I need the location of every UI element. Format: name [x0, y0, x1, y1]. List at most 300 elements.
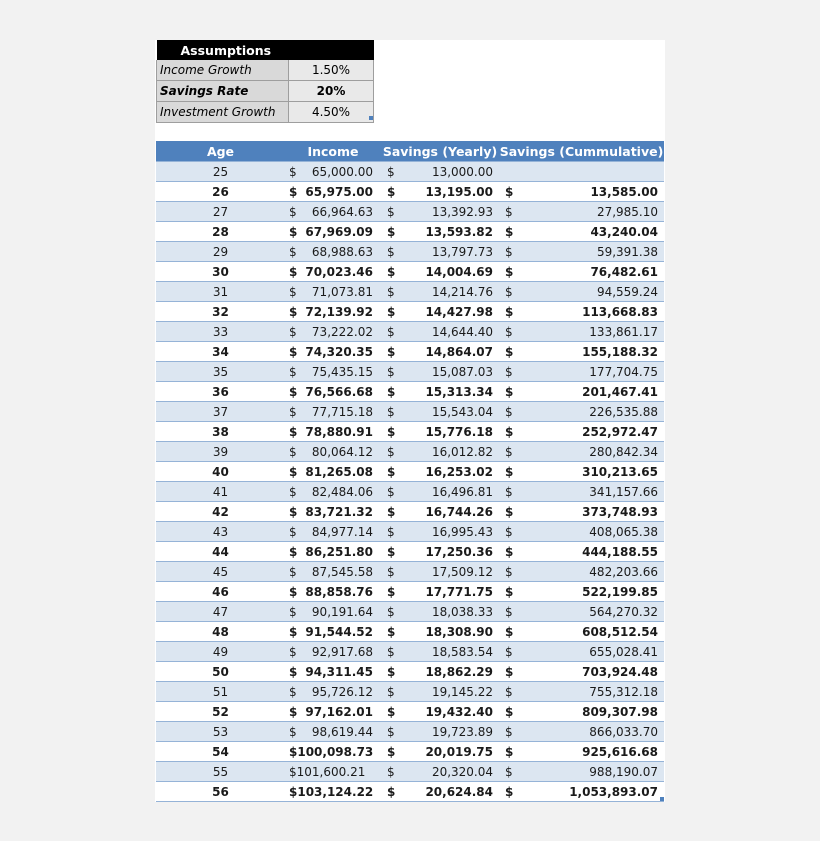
- savings-cumulative-cell[interactable]: 133,861.17: [521, 322, 664, 342]
- table-row: [156, 622, 664, 642]
- savings-cumulative-cell[interactable]: 43,240.04: [521, 222, 664, 242]
- savings-cumulative-cell[interactable]: 655,028.41: [521, 642, 664, 662]
- savings-cumulative-cell[interactable]: 866,033.70: [521, 722, 664, 742]
- income-value: 74,320.35: [305, 344, 373, 359]
- yearly-currency-cell[interactable]: $: [381, 302, 403, 322]
- table-row: [156, 302, 664, 322]
- savings-yearly-cell[interactable]: 19,432.40: [403, 702, 499, 722]
- income-cell[interactable]: [285, 402, 381, 422]
- yearly-currency-cell[interactable]: $: [381, 222, 403, 242]
- table-row: [156, 402, 664, 422]
- currency-symbol: $: [289, 184, 298, 199]
- income-value: 72,139.92: [305, 304, 373, 319]
- savings-yearly-cell[interactable]: 20,624.84: [403, 782, 499, 802]
- income-cell[interactable]: [285, 162, 381, 182]
- cumulative-currency-cell[interactable]: $: [499, 522, 521, 542]
- age-cell[interactable]: 55: [156, 762, 285, 782]
- income-value: 81,265.08: [305, 464, 373, 479]
- table-row: [156, 502, 664, 522]
- cumulative-currency-cell[interactable]: $: [499, 262, 521, 282]
- table-row: [156, 642, 664, 662]
- age-cell[interactable]: 27: [156, 202, 285, 222]
- cumulative-currency-cell[interactable]: $: [499, 562, 521, 582]
- savings-yearly-cell[interactable]: 16,012.82: [403, 442, 499, 462]
- income-value: 92,917.68: [311, 644, 373, 659]
- age-cell[interactable]: 45: [156, 562, 285, 582]
- table-row: [156, 562, 664, 582]
- income-cell[interactable]: [285, 202, 381, 222]
- savings-cumulative-cell[interactable]: 113,668.83: [521, 302, 664, 322]
- table-row: [156, 342, 664, 362]
- income-cell[interactable]: [285, 682, 381, 702]
- savings-yearly-cell[interactable]: 16,496.81: [403, 482, 499, 502]
- income-value: 84,977.14: [311, 524, 373, 539]
- income-cell[interactable]: [285, 282, 381, 302]
- income-value: 70,023.46: [305, 264, 373, 279]
- savings-cumulative-cell[interactable]: 177,704.75: [521, 362, 664, 382]
- income-value: 90,191.64: [311, 604, 373, 619]
- currency-symbol: $: [289, 344, 298, 359]
- cumulative-currency-cell[interactable]: $: [499, 502, 521, 522]
- cumulative-currency-cell[interactable]: $: [499, 582, 521, 602]
- yearly-currency-cell[interactable]: $: [381, 262, 403, 282]
- savings-yearly-cell[interactable]: 13,797.73: [403, 242, 499, 262]
- cumulative-currency-cell[interactable]: $: [499, 722, 521, 742]
- income-value: 76,566.68: [305, 384, 373, 399]
- cumulative-currency-cell[interactable]: $: [499, 402, 521, 422]
- savings-cumulative-cell[interactable]: 201,467.41: [521, 382, 664, 402]
- cumulative-currency-cell[interactable]: $: [499, 282, 521, 302]
- cumulative-currency-cell[interactable]: $: [499, 662, 521, 682]
- cumulative-currency-cell[interactable]: $: [499, 202, 521, 222]
- savings-cumulative-cell[interactable]: 988,190.07: [521, 762, 664, 782]
- assumption-row: [157, 60, 374, 81]
- table-row: [156, 522, 664, 542]
- age-cell[interactable]: 40: [156, 462, 285, 482]
- savings-cumulative-cell[interactable]: 522,199.85: [521, 582, 664, 602]
- income-value: 88,858.76: [305, 584, 373, 599]
- cumulative-currency-cell[interactable]: $: [499, 242, 521, 262]
- yearly-currency-cell[interactable]: $: [381, 522, 403, 542]
- currency-symbol: $: [289, 624, 298, 639]
- assumptions-header-row: [157, 40, 374, 60]
- currency-symbol: $: [289, 284, 297, 299]
- table-row: [156, 182, 664, 202]
- income-cell[interactable]: [285, 522, 381, 542]
- age-cell[interactable]: 43: [156, 522, 285, 542]
- age-cell[interactable]: 51: [156, 682, 285, 702]
- table-row: [156, 542, 664, 562]
- currency-symbol: $: [289, 644, 297, 659]
- age-cell[interactable]: 37: [156, 402, 285, 422]
- age-cell[interactable]: 41: [156, 482, 285, 502]
- yearly-currency-cell[interactable]: $: [381, 362, 403, 382]
- income-cell[interactable]: [285, 742, 381, 762]
- header-income[interactable]: Income: [285, 141, 381, 162]
- savings-yearly-cell[interactable]: 14,864.07: [403, 342, 499, 362]
- savings-yearly-cell[interactable]: 19,723.89: [403, 722, 499, 742]
- currency-symbol: $: [289, 464, 298, 479]
- income-cell[interactable]: [285, 722, 381, 742]
- savings-yearly-cell[interactable]: 16,253.02: [403, 462, 499, 482]
- savings-yearly-cell[interactable]: 13,195.00: [403, 182, 499, 202]
- table-row: [156, 482, 664, 502]
- table-row: [156, 202, 664, 222]
- currency-symbol: $: [289, 724, 297, 739]
- savings-cumulative-cell[interactable]: 13,585.00: [521, 182, 664, 202]
- table-row: [156, 322, 664, 342]
- yearly-currency-cell[interactable]: $: [381, 682, 403, 702]
- savings-yearly-cell[interactable]: 14,214.76: [403, 282, 499, 302]
- cumulative-currency-cell[interactable]: $: [499, 742, 521, 762]
- income-value: $103,124.22: [289, 784, 374, 799]
- savings-cumulative-cell[interactable]: 226,535.88: [521, 402, 664, 422]
- yearly-currency-cell[interactable]: $: [381, 482, 403, 502]
- income-value: 65,000.00: [311, 164, 373, 179]
- income-value: 78,880.91: [305, 424, 373, 439]
- age-cell[interactable]: 42: [156, 502, 285, 522]
- assumption-value[interactable]: 1.50%: [289, 60, 374, 81]
- savings-yearly-cell[interactable]: 16,995.43: [403, 522, 499, 542]
- yearly-currency-cell[interactable]: $: [381, 382, 403, 402]
- savings-cumulative-cell[interactable]: 809,307.98: [521, 702, 664, 722]
- cumulative-currency-cell[interactable]: $: [499, 542, 521, 562]
- savings-yearly-cell[interactable]: 15,543.04: [403, 402, 499, 422]
- yearly-currency-cell[interactable]: $: [381, 422, 403, 442]
- currency-symbol: $: [289, 404, 297, 419]
- age-cell[interactable]: 31: [156, 282, 285, 302]
- income-value: 97,162.01: [305, 704, 373, 719]
- savings-yearly-cell[interactable]: 18,038.33: [403, 602, 499, 622]
- age-cell[interactable]: 33: [156, 322, 285, 342]
- savings-cumulative-cell[interactable]: 27,985.10: [521, 202, 664, 222]
- yearly-currency-cell[interactable]: $: [381, 642, 403, 662]
- savings-yearly-cell[interactable]: 14,004.69: [403, 262, 499, 282]
- currency-symbol: $: [289, 544, 298, 559]
- table-row: [156, 242, 664, 262]
- income-cell[interactable]: [285, 502, 381, 522]
- cumulative-currency-cell[interactable]: $: [499, 442, 521, 462]
- savings-cumulative-cell[interactable]: 564,270.32: [521, 602, 664, 622]
- table-row: [156, 782, 664, 802]
- savings-yearly-cell[interactable]: 14,427.98: [403, 302, 499, 322]
- income-cell[interactable]: [285, 302, 381, 322]
- table-row: [156, 762, 664, 782]
- age-cell[interactable]: 39: [156, 442, 285, 462]
- currency-symbol: $: [289, 204, 297, 219]
- table-row: [156, 222, 664, 242]
- assumption-row: [157, 102, 374, 123]
- cumulative-currency-cell[interactable]: $: [499, 182, 521, 202]
- table-row: [156, 582, 664, 602]
- income-value: 66,964.63: [311, 204, 373, 219]
- income-value: 87,545.58: [311, 564, 373, 579]
- table-row: [156, 262, 664, 282]
- savings-yearly-cell[interactable]: 15,313.34: [403, 382, 499, 402]
- age-cell[interactable]: 26: [156, 182, 285, 202]
- yearly-currency-cell[interactable]: $: [381, 442, 403, 462]
- savings-yearly-cell[interactable]: 17,250.36: [403, 542, 499, 562]
- assumptions-resize-handle[interactable]: [369, 116, 373, 120]
- income-cell[interactable]: [285, 182, 381, 202]
- savings-header-row: [156, 141, 664, 162]
- cumulative-currency-cell[interactable]: $: [499, 462, 521, 482]
- assumption-label[interactable]: Investment Growth: [157, 102, 289, 123]
- currency-symbol: $: [289, 304, 298, 319]
- income-cell[interactable]: [285, 622, 381, 642]
- age-cell[interactable]: 54: [156, 742, 285, 762]
- income-value: 86,251.80: [305, 544, 373, 559]
- yearly-currency-cell[interactable]: $: [381, 502, 403, 522]
- income-cell[interactable]: [285, 662, 381, 682]
- income-cell[interactable]: [285, 442, 381, 462]
- table-row: [156, 602, 664, 622]
- income-value: 83,721.32: [305, 504, 373, 519]
- currency-symbol: $: [289, 704, 298, 719]
- age-cell[interactable]: 34: [156, 342, 285, 362]
- yearly-currency-cell[interactable]: $: [381, 662, 403, 682]
- yearly-currency-cell[interactable]: $: [381, 402, 403, 422]
- income-cell[interactable]: [285, 542, 381, 562]
- age-cell[interactable]: 25: [156, 162, 285, 182]
- income-cell[interactable]: [285, 242, 381, 262]
- savings-table: [156, 141, 664, 802]
- savings-yearly-cell[interactable]: 13,392.93: [403, 202, 499, 222]
- income-cell[interactable]: [285, 702, 381, 722]
- savings-cumulative-cell[interactable]: [521, 162, 664, 182]
- cumulative-currency-cell[interactable]: $: [499, 642, 521, 662]
- yearly-currency-cell[interactable]: $: [381, 782, 403, 802]
- savings-cumulative-cell[interactable]: 755,312.18: [521, 682, 664, 702]
- cumulative-currency-cell[interactable]: $: [499, 382, 521, 402]
- cumulative-currency-cell[interactable]: $: [499, 482, 521, 502]
- assumption-row: [157, 81, 374, 102]
- savings-cumulative-cell[interactable]: 76,482.61: [521, 262, 664, 282]
- savings-cumulative-cell[interactable]: 280,842.34: [521, 442, 664, 462]
- income-value: 95,726.12: [311, 684, 373, 699]
- cumulative-currency-cell[interactable]: $: [499, 702, 521, 722]
- age-cell[interactable]: 28: [156, 222, 285, 242]
- currency-symbol: $: [289, 384, 298, 399]
- yearly-currency-cell[interactable]: $: [381, 542, 403, 562]
- savings-yearly-cell[interactable]: 17,771.75: [403, 582, 499, 602]
- age-cell[interactable]: 53: [156, 722, 285, 742]
- cumulative-currency-cell[interactable]: $: [499, 222, 521, 242]
- yearly-currency-cell[interactable]: $: [381, 462, 403, 482]
- savings-yearly-cell[interactable]: 15,776.18: [403, 422, 499, 442]
- savings-cumulative-cell[interactable]: 155,188.32: [521, 342, 664, 362]
- cumulative-currency-cell[interactable]: [499, 162, 521, 182]
- table-row: [156, 662, 664, 682]
- income-cell[interactable]: [285, 342, 381, 362]
- age-cell[interactable]: 47: [156, 602, 285, 622]
- table-row: [156, 422, 664, 442]
- income-value: 91,544.52: [305, 624, 373, 639]
- table-row: [156, 162, 664, 182]
- age-cell[interactable]: 30: [156, 262, 285, 282]
- savings-cumulative-cell[interactable]: 252,972.47: [521, 422, 664, 442]
- table-row: [156, 382, 664, 402]
- savings-yearly-cell[interactable]: 18,308.90: [403, 622, 499, 642]
- income-cell[interactable]: [285, 322, 381, 342]
- savings-cumulative-cell[interactable]: 703,924.48: [521, 662, 664, 682]
- income-cell[interactable]: [285, 362, 381, 382]
- yearly-currency-cell[interactable]: $: [381, 282, 403, 302]
- income-cell[interactable]: [285, 462, 381, 482]
- savings-cumulative-cell[interactable]: 59,391.38: [521, 242, 664, 262]
- currency-symbol: $: [289, 164, 297, 179]
- assumptions-table: [156, 40, 374, 123]
- age-cell[interactable]: 36: [156, 382, 285, 402]
- age-cell[interactable]: 29: [156, 242, 285, 262]
- cumulative-currency-cell[interactable]: $: [499, 602, 521, 622]
- age-cell[interactable]: 44: [156, 542, 285, 562]
- currency-symbol: $: [289, 364, 297, 379]
- yearly-currency-cell[interactable]: $: [381, 202, 403, 222]
- table-row: [156, 722, 664, 742]
- income-value: 68,988.63: [311, 244, 373, 259]
- yearly-currency-cell[interactable]: $: [381, 742, 403, 762]
- income-value: 67,969.09: [305, 224, 373, 239]
- income-cell[interactable]: [285, 422, 381, 442]
- income-cell[interactable]: [285, 582, 381, 602]
- cumulative-currency-cell[interactable]: $: [499, 422, 521, 442]
- table-row: [156, 282, 664, 302]
- assumptions-title[interactable]: Assumptions: [157, 40, 374, 60]
- cumulative-currency-cell[interactable]: $: [499, 302, 521, 322]
- income-value: 73,222.02: [311, 324, 373, 339]
- savings-yearly-cell[interactable]: 18,583.54: [403, 642, 499, 662]
- savings-yearly-cell[interactable]: 20,019.75: [403, 742, 499, 762]
- cumulative-currency-cell[interactable]: $: [499, 682, 521, 702]
- income-value: 94,311.45: [305, 664, 373, 679]
- cumulative-currency-cell[interactable]: $: [499, 362, 521, 382]
- income-value: 82,484.06: [311, 484, 373, 499]
- table-row: [156, 702, 664, 722]
- currency-symbol: $: [289, 324, 297, 339]
- currency-symbol: $: [289, 604, 297, 619]
- assumption-value[interactable]: 20%: [289, 81, 374, 102]
- savings-cumulative-cell[interactable]: 925,616.68: [521, 742, 664, 762]
- yearly-currency-cell[interactable]: $: [381, 182, 403, 202]
- yearly-currency-cell[interactable]: $: [381, 702, 403, 722]
- age-cell[interactable]: 49: [156, 642, 285, 662]
- assumption-value[interactable]: 4.50%: [289, 102, 374, 123]
- yearly-currency-cell[interactable]: $: [381, 722, 403, 742]
- table-resize-handle[interactable]: [660, 797, 664, 801]
- income-cell[interactable]: [285, 262, 381, 282]
- table-row: [156, 462, 664, 482]
- savings-yearly-cell[interactable]: 20,320.04: [403, 762, 499, 782]
- savings-yearly-cell[interactable]: 16,744.26: [403, 502, 499, 522]
- savings-yearly-cell[interactable]: 15,087.03: [403, 362, 499, 382]
- income-cell[interactable]: [285, 602, 381, 622]
- header-savings-cumulative[interactable]: Savings (Cummulative): [499, 141, 664, 162]
- income-value: $101,600.21: [289, 764, 366, 779]
- savings-yearly-cell[interactable]: 13,593.82: [403, 222, 499, 242]
- header-age[interactable]: Age: [156, 141, 285, 162]
- savings-cumulative-cell[interactable]: 408,065.38: [521, 522, 664, 542]
- income-cell[interactable]: [285, 782, 381, 802]
- yearly-currency-cell[interactable]: $: [381, 622, 403, 642]
- table-row: [156, 362, 664, 382]
- age-cell[interactable]: 56: [156, 782, 285, 802]
- savings-cumulative-cell[interactable]: 482,203.66: [521, 562, 664, 582]
- age-cell[interactable]: 32: [156, 302, 285, 322]
- income-value: 77,715.18: [311, 404, 373, 419]
- income-value: 98,619.44: [311, 724, 373, 739]
- income-value: 65,975.00: [305, 184, 373, 199]
- currency-symbol: $: [289, 504, 298, 519]
- yearly-currency-cell[interactable]: $: [381, 242, 403, 262]
- savings-yearly-cell[interactable]: 13,000.00: [403, 162, 499, 182]
- age-cell[interactable]: 38: [156, 422, 285, 442]
- savings-cumulative-cell[interactable]: 373,748.93: [521, 502, 664, 522]
- yearly-currency-cell[interactable]: $: [381, 582, 403, 602]
- header-savings-yearly[interactable]: Savings (Yearly): [381, 141, 499, 162]
- income-cell[interactable]: [285, 642, 381, 662]
- table-row: [156, 742, 664, 762]
- currency-symbol: $: [289, 444, 297, 459]
- cumulative-currency-cell[interactable]: $: [499, 762, 521, 782]
- savings-yearly-cell[interactable]: 14,644.40: [403, 322, 499, 342]
- currency-symbol: $: [289, 224, 298, 239]
- income-value: 75,435.15: [311, 364, 373, 379]
- age-cell[interactable]: 35: [156, 362, 285, 382]
- yearly-currency-cell[interactable]: $: [381, 762, 403, 782]
- yearly-currency-cell[interactable]: $: [381, 342, 403, 362]
- cumulative-currency-cell[interactable]: $: [499, 322, 521, 342]
- age-cell[interactable]: 52: [156, 702, 285, 722]
- cumulative-currency-cell[interactable]: $: [499, 782, 521, 802]
- yearly-currency-cell[interactable]: $: [381, 602, 403, 622]
- yearly-currency-cell[interactable]: $: [381, 162, 403, 182]
- assumption-label[interactable]: Savings Rate: [157, 81, 289, 102]
- savings-yearly-cell[interactable]: 19,145.22: [403, 682, 499, 702]
- cumulative-currency-cell[interactable]: $: [499, 622, 521, 642]
- currency-symbol: $: [289, 244, 297, 259]
- yearly-currency-cell[interactable]: $: [381, 322, 403, 342]
- income-cell[interactable]: [285, 762, 381, 782]
- savings-cumulative-cell[interactable]: 608,512.54: [521, 622, 664, 642]
- savings-yearly-cell[interactable]: 18,862.29: [403, 662, 499, 682]
- income-cell[interactable]: [285, 562, 381, 582]
- table-row: [156, 442, 664, 462]
- age-cell[interactable]: 50: [156, 662, 285, 682]
- savings-cumulative-cell[interactable]: 310,213.65: [521, 462, 664, 482]
- currency-symbol: $: [289, 524, 297, 539]
- income-value: $100,098.73: [289, 744, 374, 759]
- savings-cumulative-cell[interactable]: 444,188.55: [521, 542, 664, 562]
- income-cell[interactable]: [285, 222, 381, 242]
- currency-symbol: $: [289, 584, 298, 599]
- age-cell[interactable]: 48: [156, 622, 285, 642]
- savings-cumulative-cell[interactable]: 94,559.24: [521, 282, 664, 302]
- cumulative-currency-cell[interactable]: $: [499, 342, 521, 362]
- currency-symbol: $: [289, 664, 298, 679]
- yearly-currency-cell[interactable]: $: [381, 562, 403, 582]
- assumption-label[interactable]: Income Growth: [157, 60, 289, 81]
- currency-symbol: $: [289, 564, 297, 579]
- age-cell[interactable]: 46: [156, 582, 285, 602]
- savings-cumulative-cell[interactable]: 1,053,893.07: [521, 782, 664, 802]
- savings-cumulative-cell[interactable]: 341,157.66: [521, 482, 664, 502]
- table-row: [156, 682, 664, 702]
- income-cell[interactable]: [285, 382, 381, 402]
- savings-yearly-cell[interactable]: 17,509.12: [403, 562, 499, 582]
- income-cell[interactable]: [285, 482, 381, 502]
- currency-symbol: $: [289, 264, 298, 279]
